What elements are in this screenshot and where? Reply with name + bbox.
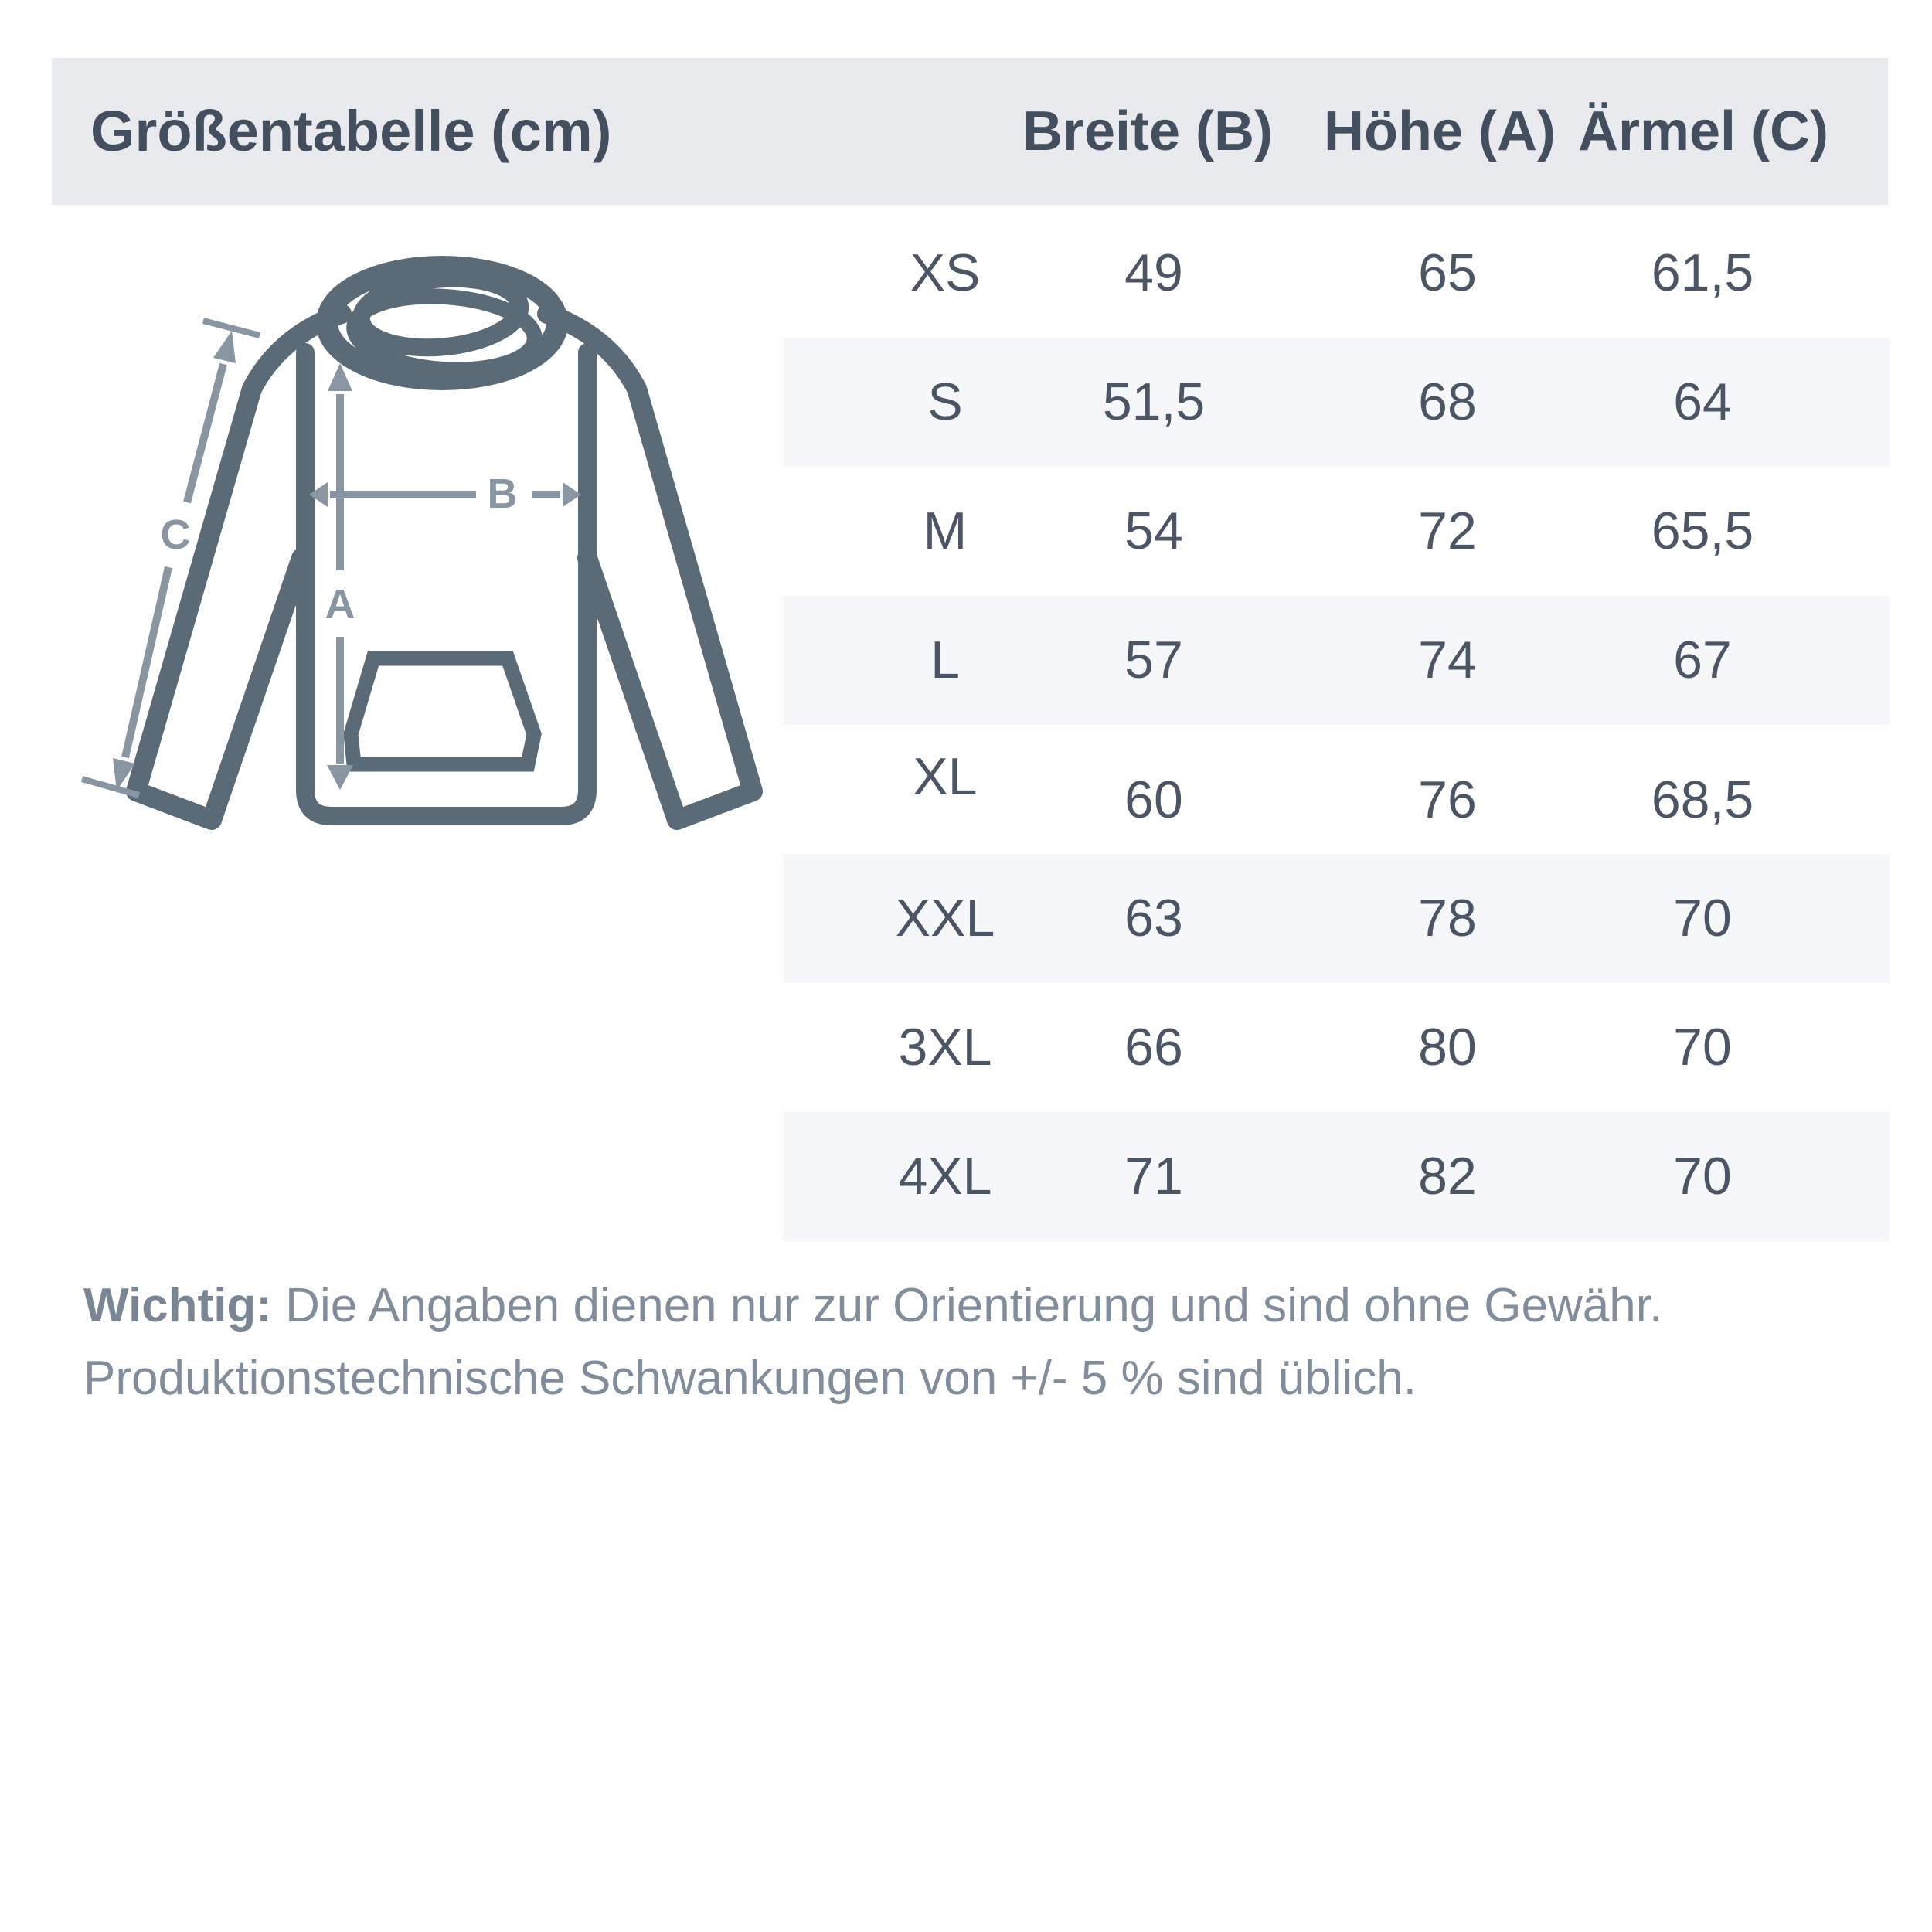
breite-value: 66 xyxy=(1124,1018,1183,1077)
note-emphasis: Wichtig: xyxy=(83,1279,272,1332)
breite-value: 49 xyxy=(1124,243,1183,302)
aermel-value: 70 xyxy=(1673,1018,1732,1077)
aermel-value: 61,5 xyxy=(1651,243,1754,302)
hoehe-value: 72 xyxy=(1418,502,1477,560)
size-label: XS xyxy=(910,243,981,302)
table-row xyxy=(783,854,1889,983)
size-label: M xyxy=(923,502,968,560)
aermel-value: 70 xyxy=(1673,889,1732,947)
size-label: 3XL xyxy=(898,1018,992,1077)
table-title: Größentabelle (cm) xyxy=(90,99,612,163)
hoodie-pocket xyxy=(351,658,534,764)
breite-value: 63 xyxy=(1124,889,1183,947)
hoehe-value: 74 xyxy=(1418,631,1477,689)
hoodie-right-sleeve xyxy=(547,314,753,820)
breite-value: 71 xyxy=(1124,1147,1183,1206)
hoehe-value: 68 xyxy=(1418,372,1477,431)
aermel-value: 67 xyxy=(1673,631,1732,689)
breite-value: 51,5 xyxy=(1102,372,1206,431)
arrowhead-c-up xyxy=(213,331,236,363)
size-label: L xyxy=(930,631,960,689)
table-row xyxy=(783,596,1889,725)
column-header-aermel: Ärmel (C) xyxy=(1577,100,1829,162)
breite-value: 57 xyxy=(1124,631,1183,689)
table-row xyxy=(783,338,1889,467)
size-label: XXL xyxy=(895,889,995,947)
size-label: S xyxy=(927,372,963,431)
table-row xyxy=(783,1112,1889,1241)
size-label: 4XL xyxy=(898,1147,992,1206)
hoehe-value: 82 xyxy=(1418,1147,1477,1206)
table-row xyxy=(783,725,1889,854)
label-a: A xyxy=(325,581,355,628)
breite-value: 60 xyxy=(1124,770,1183,829)
aermel-value: 65,5 xyxy=(1651,502,1754,560)
disclaimer-note xyxy=(83,1270,1884,1415)
aermel-value: 64 xyxy=(1673,372,1732,431)
label-c: C xyxy=(160,512,191,558)
note-line2: Produktionstechnische Schwankungen von +/- 5 % sind üblich. xyxy=(83,1352,1417,1405)
table-row xyxy=(783,209,1889,338)
hoehe-value: 78 xyxy=(1418,889,1477,947)
table-row xyxy=(783,467,1889,596)
hoodie-measurement-diagram xyxy=(54,201,765,904)
label-b: B xyxy=(487,471,518,517)
column-header-breite: Breite (B) xyxy=(1022,100,1274,162)
hoehe-value: 80 xyxy=(1418,1018,1477,1077)
table-header xyxy=(52,58,1888,205)
size-label: XL xyxy=(913,747,978,806)
table-row xyxy=(783,983,1889,1112)
aermel-value: 68,5 xyxy=(1651,770,1754,829)
hoehe-value: 76 xyxy=(1418,770,1477,829)
note-line1: Die Angaben dienen nur zur Orientierung und sind ohne Gewähr. xyxy=(271,1279,1663,1332)
breite-value: 54 xyxy=(1124,502,1183,560)
column-header-hoehe: Höhe (A) xyxy=(1324,100,1556,162)
hoehe-value: 65 xyxy=(1418,243,1477,302)
arrowhead-a-down xyxy=(327,765,353,790)
aermel-value: 70 xyxy=(1673,1147,1732,1206)
